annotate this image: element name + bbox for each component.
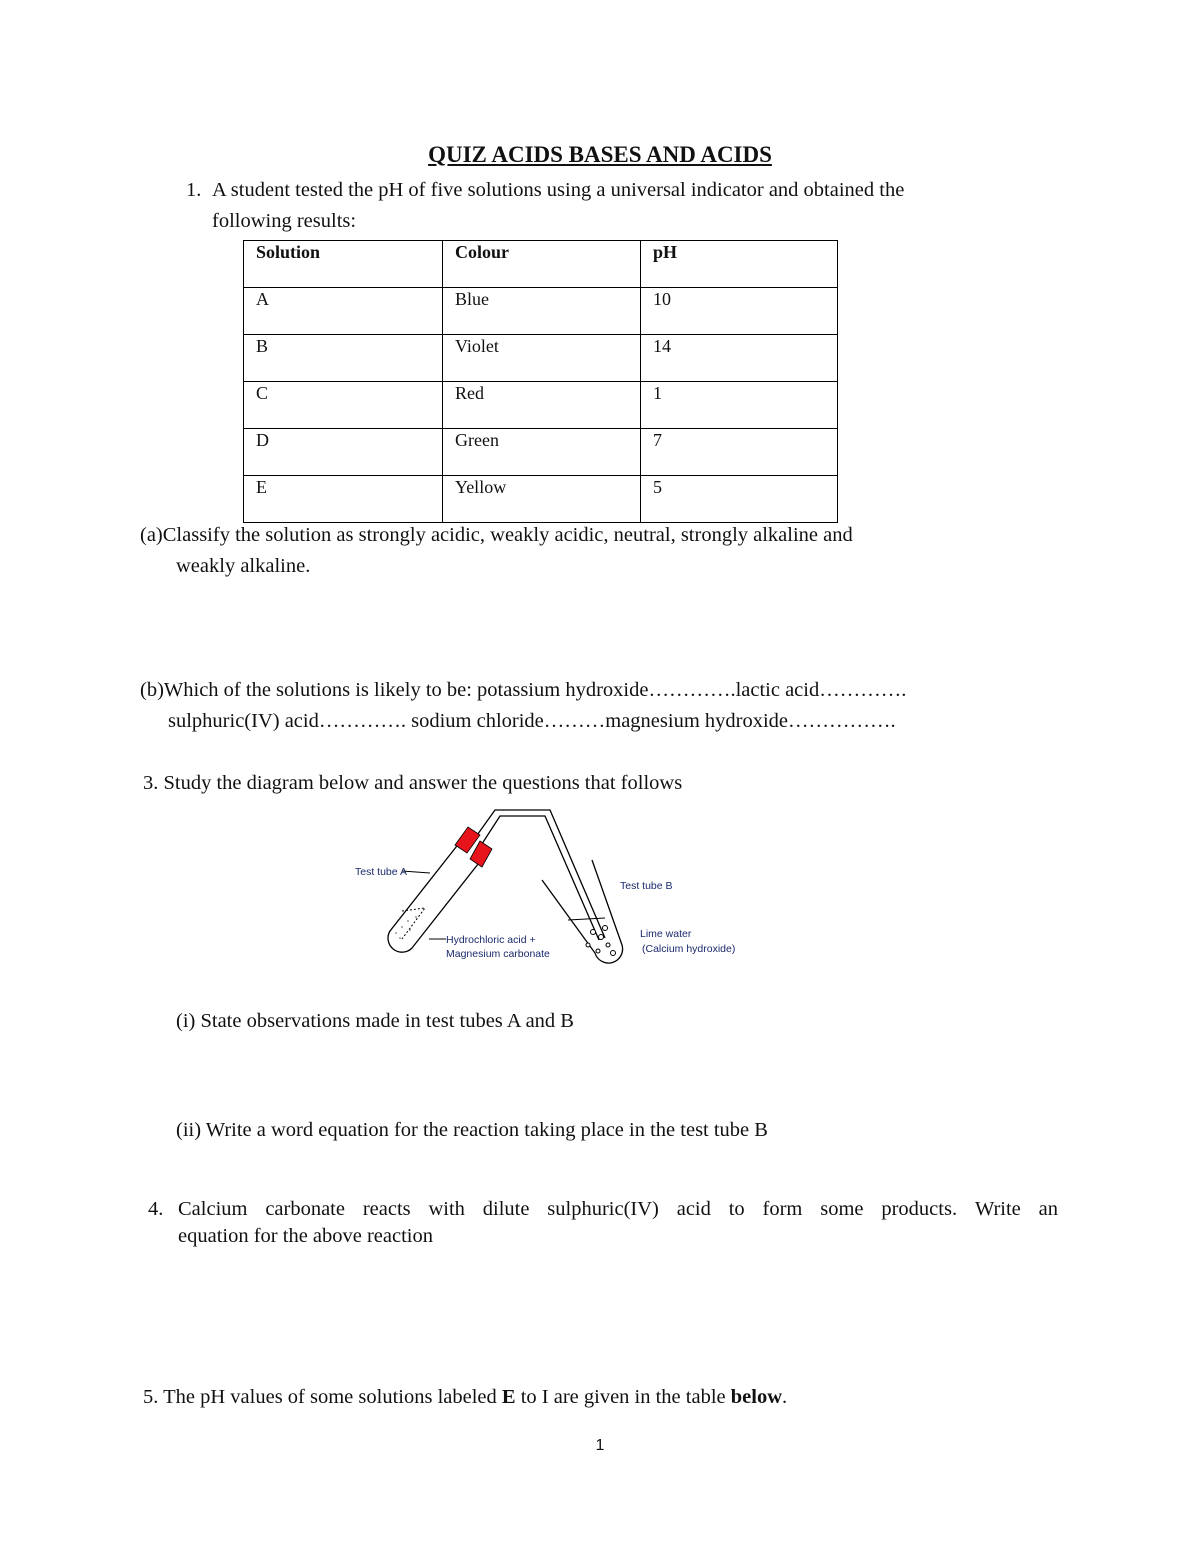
question-5-prefix: 5. The pH values of some solutions labeled [143,1386,502,1408]
table-cell: 14 [641,335,838,382]
stoppers [455,827,492,867]
question-4-line2: equation for the above reaction [178,1225,433,1247]
table-header-cell: Solution [244,241,443,288]
label-test-tube-b: Test tube B [620,880,673,892]
question-4-word: acid [676,1198,711,1220]
label-lines [402,871,446,939]
question-a-line1: (a)Classify the solution as strongly acidic, weakly acidic, neutral, strongly alkaline and [140,524,853,546]
delivery-tube [470,810,605,940]
question-5-suffix: . [782,1386,788,1408]
table-cell: E [244,476,443,523]
question-5-text [143,1386,787,1409]
question-a-line2: weakly alkaline. [176,555,311,577]
question-4-word: Calcium [178,1198,248,1220]
table-cell: Blue [443,288,641,335]
table-cell: 10 [641,288,838,335]
page-number: 1 [595,1437,605,1454]
question-4-word: products. [881,1198,958,1220]
bubbles [586,926,616,956]
question-b-line2: sulphuric(IV) acid…………. sodium chloride………magnesium hydroxide……………. [168,710,896,732]
table-cell: Violet [443,335,641,382]
table-cell: Yellow [443,476,641,523]
table-cell: 7 [641,429,838,476]
table-cell: B [244,335,443,382]
question-4-word: carbonate [265,1198,345,1220]
tube-b [542,860,623,963]
table-cell: 5 [641,476,838,523]
question-4-word: Write [974,1198,1021,1220]
question-3-part-i: (i) State observations made in test tubes A and B [176,1010,574,1032]
label-test-tube-a: Test tube A [355,866,407,878]
table-cell: 1 [641,382,838,429]
table-cell: D [244,429,443,476]
question-5-bold-e: E [501,1386,516,1408]
label-lime-line1: Lime water [640,928,692,940]
question-4-word: reacts [362,1198,411,1220]
question-4-word: some [820,1198,864,1220]
question-b-line1: (b)Which of the solutions is likely to be: potassium hydroxide………….lactic acid…………. [140,679,907,701]
question-4-word: with [428,1198,465,1220]
label-lime-line2: (Calcium hydroxide) [642,943,736,955]
table-header-row [244,241,838,288]
question-4-word: dilute [482,1198,530,1220]
question-5-bold-below: below [730,1386,782,1408]
table-row [244,335,838,382]
question-4-word: sulphuric(IV) [547,1198,659,1220]
table-cell: A [244,288,443,335]
question-4-number: 4. [148,1198,164,1220]
results-table [243,240,838,523]
table-row [244,476,838,523]
test-tube-diagram [350,805,750,980]
question-3-text: 3. Study the diagram below and answer the questions that follows [143,772,683,794]
table-cell: C [244,382,443,429]
question-1-text-line1: A student tested the pH of five solutions using a universal indicator and obtained the [212,179,905,201]
question-4-word: an [1038,1198,1058,1220]
label-acid-line2: Magnesium carbonate [446,948,550,960]
label-acid-line1: Hydrochloric acid + [446,934,536,946]
question-3-part-ii: (ii) Write a word equation for the reaction taking place in the test tube B [176,1119,768,1141]
table-header-cell: pH [641,241,838,288]
question-1-text-line2: following results: [212,210,357,232]
question-5-middle: to I are given in the table [515,1386,731,1408]
question-4-word: form [762,1198,803,1220]
page-title: QUIZ ACIDS BASES AND ACIDS [428,142,772,167]
question-1-number: 1. [186,179,202,201]
question-4-line1 [178,1198,1058,1221]
table-cell: Green [443,429,641,476]
question-4-word: to [728,1198,745,1220]
table-row [244,429,838,476]
table-header-cell: Colour [443,241,641,288]
table-row [244,382,838,429]
table-row [244,288,838,335]
table-cell: Red [443,382,641,429]
